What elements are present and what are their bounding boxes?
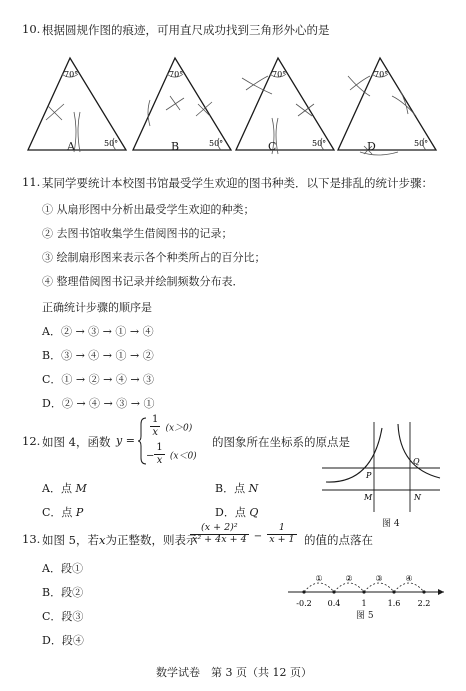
tick-label-1: 1 <box>361 599 367 608</box>
tick-label-1.6: 1.6 <box>387 599 401 608</box>
svg-text:70°: 70° <box>169 70 184 79</box>
tick-dot <box>302 590 305 593</box>
triangle-d <box>338 58 436 155</box>
q10-option-d[interactable]: D <box>367 140 376 153</box>
segment-label-3: ③ <box>375 574 383 583</box>
figure-5-caption: 图 5 <box>356 611 374 621</box>
q13-number: 13. <box>22 532 41 546</box>
segment-label-1: ① <box>315 574 323 583</box>
q11-stem: 某同学要统计本校图书馆最受学生欢迎的图书种类．以下是排乱的统计步骤： <box>42 176 433 190</box>
q12-case1: $\frac{1}{x}$ (x＞0) <box>152 414 193 438</box>
q10-stem: 根据圆规作图的痕迹，可用直尺成功找到三角形外心的是 <box>42 23 330 37</box>
svg-text:50°: 50° <box>414 139 429 148</box>
q12-option-c[interactable]: C．点 P <box>42 506 84 519</box>
svg-text:50°: 50° <box>209 139 224 148</box>
q12-option-a[interactable]: A．点 M <box>42 482 87 495</box>
page-footer: 数学试卷 第 3 页（共 12 页） <box>156 666 312 679</box>
expr-fraction-2: $\frac{1}{x + 1}$ <box>269 522 295 545</box>
q12-case2: − $\frac{1}{x}$ (x＜0) <box>146 442 197 466</box>
option-value: ① → ② → ④ → ③ <box>61 373 155 386</box>
tick-label-2.2: 2.2 <box>417 599 431 608</box>
q10-option-c[interactable]: C <box>268 140 277 153</box>
point-n-label: N <box>414 493 421 502</box>
q13-stem: 如图 5，若x为正整数，则表示 <box>42 533 198 547</box>
svg-text:70°: 70° <box>374 70 389 79</box>
case1-fraction: $\frac{1}{x}$ <box>152 414 159 438</box>
q13-stem-post: 的值的点落在 <box>304 533 373 547</box>
q11-option-c[interactable] <box>42 371 154 387</box>
q13-option-d[interactable]: D．段④ <box>42 634 84 647</box>
q11-step-3: ③ 绘制扇形图来表示各个种类所占的百分比； <box>42 251 266 264</box>
q11-option-a[interactable] <box>42 323 154 339</box>
option-value: ② → ④ → ③ → ① <box>61 397 155 410</box>
option-value: ③ → ④ → ① → ② <box>61 349 154 362</box>
tick-dot <box>362 590 365 593</box>
q13-option-b[interactable]: B．段② <box>42 586 84 599</box>
q11-step-2: ② 去图书馆收集学生借阅图书的记录； <box>42 227 233 240</box>
point-p-label: P <box>366 471 372 480</box>
triangle-a <box>28 58 126 152</box>
q13-option-c[interactable]: C．段③ <box>42 610 84 623</box>
tick-dot <box>422 590 425 593</box>
point-q-label: Q <box>413 457 420 466</box>
option-label: C． <box>42 373 62 386</box>
q11-step-4: ④ 整理借阅图书记录并绘制频数分布表． <box>42 275 244 288</box>
triangle-b <box>133 58 231 150</box>
angle-right-a: 50° <box>104 139 119 148</box>
q12-number: 12. <box>22 434 41 448</box>
svg-text:70°: 70° <box>272 70 287 79</box>
q11-number: 11. <box>22 175 41 189</box>
q12-option-b[interactable]: B．点 N <box>215 482 259 495</box>
q11-option-d[interactable] <box>42 395 154 411</box>
triangle-c <box>236 58 334 154</box>
angle-top-a: 70° <box>64 70 79 79</box>
q10-option-a[interactable]: A <box>67 140 75 153</box>
case2-fraction: $\frac{1}{x}$ <box>156 442 163 466</box>
q10-option-b[interactable]: B <box>171 140 180 153</box>
tick-dot <box>332 590 335 593</box>
curve-right <box>398 424 440 478</box>
point-m-label: M <box>364 493 373 502</box>
q10-figures <box>20 54 440 156</box>
option-label: D． <box>42 397 62 410</box>
tick-label-neg0.2: -0.2 <box>296 599 312 608</box>
segment-label-2: ② <box>345 574 353 583</box>
q12-stem-pre: 如图 4，函数 <box>42 435 111 449</box>
tick-dot <box>392 590 395 593</box>
q12-option-d[interactable]: D．点 Q <box>215 506 259 519</box>
option-label: B． <box>42 349 62 362</box>
q11-option-b[interactable] <box>42 347 154 363</box>
q12-func-y: y = <box>116 434 135 447</box>
q11-step-1: ① 从扇形图中分析出最受学生欢迎的种类； <box>42 203 255 216</box>
svg-text:50°: 50° <box>312 139 327 148</box>
q11-prompt: 正确统计步骤的顺序是 <box>42 301 152 314</box>
q13-option-a[interactable]: A．段① <box>42 562 83 575</box>
q13-expression: $\frac{\text{(x + 2)²}}{\text{x² + 4x + 4}}$ − $\frac{1}{x + 1}$ <box>192 522 295 545</box>
segment-label-4: ④ <box>405 574 413 583</box>
expr-fraction-1: $\frac{\text{(x + 2)²}}{\text{x² + 4x + 4}}$ <box>192 522 247 545</box>
q12-stem-post: 的图象所在坐标系的原点是 <box>212 435 350 449</box>
tick-label-0.4: 0.4 <box>327 599 341 608</box>
figure-4-graph <box>322 420 442 530</box>
option-value: ② → ③ → ① → ④ <box>60 325 154 338</box>
figure-4-caption: 图 4 <box>382 519 400 529</box>
q10-number: 10. <box>22 22 41 36</box>
option-label: A． <box>42 325 61 338</box>
